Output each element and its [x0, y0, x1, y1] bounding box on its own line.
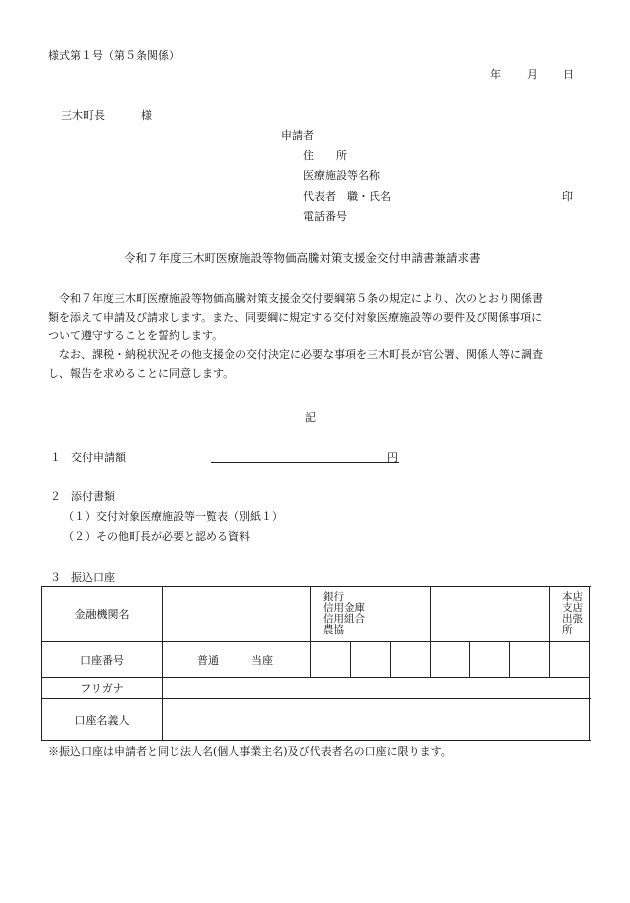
- applicant-heading: 申請者: [281, 129, 314, 142]
- institution-row: [42, 587, 590, 642]
- account-digit-3[interactable]: [391, 642, 431, 678]
- institution-label: 金融機関名: [74, 608, 130, 621]
- institution-label-cell: [42, 587, 163, 642]
- institution-type-cell: [311, 587, 431, 642]
- account-note: ※振込口座は申請者と同じ法人名(個人事業主名)及び代表者名の口座に限ります。: [48, 745, 452, 758]
- yen-unit: 円: [387, 451, 398, 464]
- body-p2-line2: し、報告を求めることに同意します。: [48, 366, 235, 380]
- holder-row: [42, 699, 590, 741]
- body-paragraph-1: [48, 290, 588, 346]
- account-digit-6[interactable]: [510, 642, 550, 678]
- section1-number: １: [50, 451, 61, 464]
- institution-type-bank: 銀行: [323, 591, 344, 603]
- furigana-label: フリガナ: [80, 682, 124, 695]
- branch-type-cell: [550, 587, 590, 642]
- section3-label: 振込口座: [71, 571, 115, 584]
- applicant-address-label: 住 所: [303, 149, 347, 162]
- attachment-item-2: （２）その他町長が必要と認める資料: [63, 530, 250, 543]
- body-paragraph-2: [48, 346, 588, 383]
- body-p1-line1: 令和７年度三木町医療施設等物価高騰対策支援金交付要綱第５条の規定により、次のとおり関係書: [59, 292, 543, 305]
- holder-label: 口座名義人: [74, 713, 130, 727]
- account-digit-1[interactable]: [311, 642, 351, 678]
- furigana-input[interactable]: [163, 678, 590, 699]
- section3-number: ３: [50, 571, 61, 584]
- applicant-facility-label: 医療施設等名称: [303, 169, 380, 182]
- section2-number: ２: [50, 490, 61, 503]
- document-title: 令和７年度三木町医療施設等物価高騰対策支援金交付申請書兼請求書: [124, 251, 481, 265]
- branch-name-input[interactable]: [431, 587, 550, 642]
- institution-type-ja: 農協: [323, 624, 344, 636]
- date-month-label: 月: [527, 68, 538, 81]
- institution-name-input[interactable]: [163, 587, 311, 642]
- date-year-label: 年: [490, 68, 501, 81]
- section2-label: 添付書類: [71, 490, 115, 503]
- branch-type-main: 本店: [562, 591, 584, 603]
- body-p2-line1: なお、課税・納税状況その他支援金の交付決定に必要な事項を三木町長が官公署、関係人等に調査: [59, 348, 543, 361]
- holder-name-input[interactable]: [163, 699, 590, 741]
- section1-label: 交付申請額: [71, 451, 126, 464]
- applicant-representative-label: 代表者 職・氏名: [303, 190, 391, 203]
- institution-type-credit-bank: 信用金庫: [323, 602, 365, 614]
- account-type-cell[interactable]: [163, 642, 311, 678]
- addressee-honorific: 様: [141, 109, 152, 122]
- amount-input-line[interactable]: [211, 462, 399, 463]
- ki-heading: 記: [305, 411, 316, 424]
- attachment-item-1: （１）交付対象医療施設等一覧表（別紙１）: [63, 510, 283, 523]
- addressee-name: 三木町長: [61, 109, 105, 122]
- institution-type-credit-union: 信用組合: [323, 613, 365, 625]
- branch-type-office: 出張所: [562, 613, 584, 636]
- seal-mark: 印: [562, 190, 573, 203]
- holder-label-cell: [42, 699, 163, 741]
- account-digit-2[interactable]: [351, 642, 391, 678]
- body-p1-line2: 類を添えて申請及び請求します。また、同要綱に規定する交付対象医療施設等の要件及び関係事項に: [48, 310, 543, 324]
- account-digit-4[interactable]: [431, 642, 470, 678]
- body-p1-line3: ついて遵守することを誓約します。: [48, 329, 224, 342]
- furigana-row: [42, 678, 590, 699]
- account-digit-5[interactable]: [470, 642, 510, 678]
- account-number-label: 口座番号: [80, 653, 124, 667]
- account-number-label-cell: [42, 642, 163, 678]
- branch-type-branch: 支店: [562, 602, 584, 614]
- form-number: 様式第１号（第５条関係）: [48, 49, 180, 62]
- bank-account-table: [41, 586, 590, 741]
- account-type-current: 当座: [251, 653, 273, 667]
- account-digit-7[interactable]: [550, 642, 590, 678]
- applicant-phone-label: 電話番号: [303, 210, 347, 223]
- account-type-ordinary: 普通: [197, 653, 219, 667]
- account-number-row: [42, 642, 590, 678]
- furigana-label-cell: [42, 678, 163, 699]
- date-day-label: 日: [563, 68, 574, 81]
